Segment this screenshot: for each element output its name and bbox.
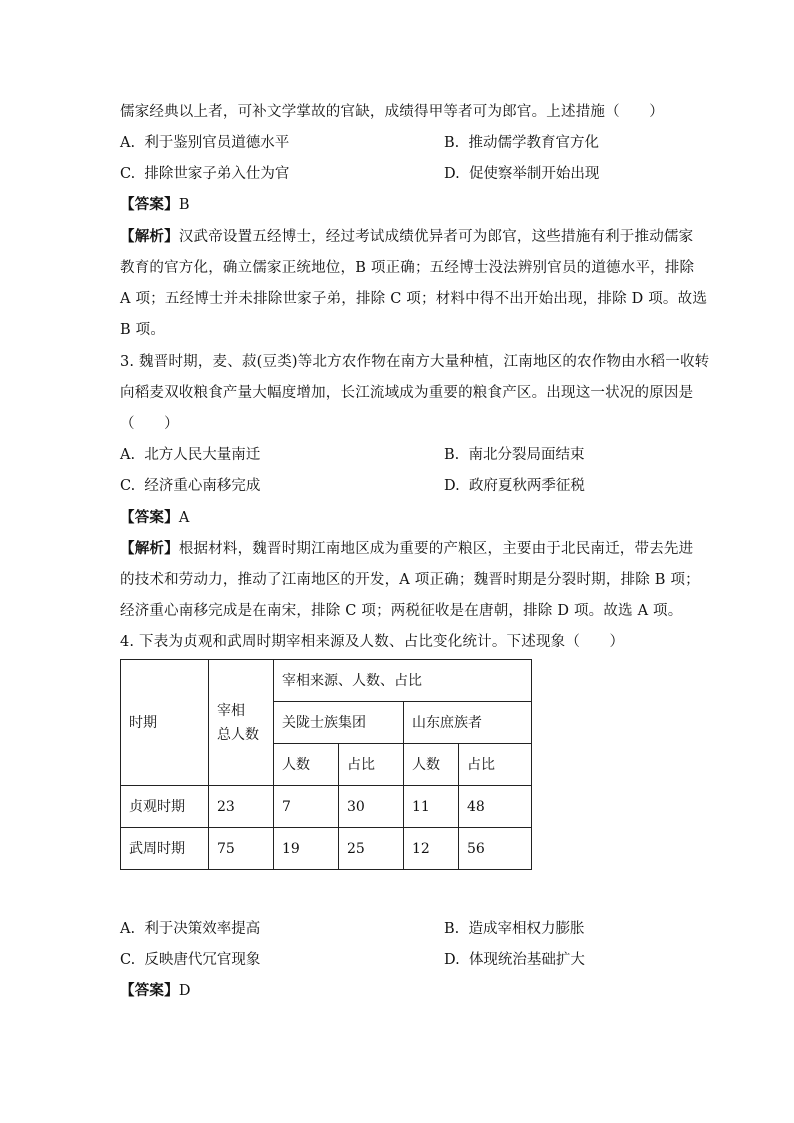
- q3-stem-line-3: （ ）: [120, 416, 179, 432]
- option-letter: D.: [444, 166, 460, 182]
- q2-analysis-line-2: 教育的官方化，确立儒家正统地位，B 项正确；五经博士没法辨别官员的道德水平，排除: [120, 260, 695, 276]
- statistics-table: [120, 659, 532, 870]
- q3-option-d: [444, 477, 585, 495]
- cell-a-count: 7: [274, 786, 339, 828]
- cell-b-count: 11: [404, 786, 459, 828]
- header-b-ratio: 占比: [459, 744, 532, 786]
- header-group: 宰相来源、人数、占比: [274, 660, 532, 702]
- option-letter: C.: [120, 952, 136, 968]
- q4-stem: 4. 下表为贞观和武周时期宰相来源及人数、占比变化统计。下述现象（ ）: [120, 634, 625, 650]
- header-a-ratio: 占比: [339, 744, 404, 786]
- q4-option-a: [120, 920, 260, 938]
- option-text: 南北分裂局面结束: [468, 447, 585, 463]
- answer-value: B: [178, 197, 190, 213]
- q3-analysis-line-1: [120, 540, 693, 558]
- q2-analysis-line-3: A 项；五经博士并未排除世家子弟，排除 C 项；材料中得不出开始出现，排除 D 项。故选: [120, 291, 708, 307]
- header-total-line-2: 总人数: [217, 726, 259, 743]
- analysis-label: 【解析】: [120, 540, 179, 557]
- cell-total: 23: [209, 786, 274, 828]
- option-letter: D.: [444, 478, 460, 494]
- answer-label: 【答案】: [120, 196, 179, 213]
- header-b-count: 人数: [404, 744, 459, 786]
- q2-option-d: [444, 165, 599, 183]
- q3-answer: [120, 509, 189, 527]
- option-letter: A.: [120, 921, 136, 937]
- table-row: [121, 828, 532, 870]
- option-letter: C.: [120, 166, 136, 182]
- option-letter: A.: [120, 447, 136, 463]
- option-letter: B.: [444, 447, 460, 463]
- option-text: 反映唐代冗官现象: [144, 952, 261, 968]
- header-sub-a: 关陇士族集团: [274, 702, 404, 744]
- q4-option-b: [444, 920, 584, 938]
- option-text: 体现统治基础扩大: [468, 952, 585, 968]
- header-sub-b: 山东庶族者: [404, 702, 532, 744]
- option-letter: B.: [444, 135, 460, 151]
- option-text: 经济重心南移完成: [144, 478, 261, 494]
- cell-period: 武周时期: [121, 828, 209, 870]
- option-letter: A.: [120, 135, 136, 151]
- q4-option-d: [444, 951, 585, 969]
- q2-option-a: [120, 134, 289, 152]
- cell-b-ratio: 56: [459, 828, 532, 870]
- answer-label: 【答案】: [120, 509, 179, 526]
- q3-option-a: [120, 446, 260, 464]
- q2-option-c: [120, 165, 289, 183]
- cell-total: 75: [209, 828, 274, 870]
- cell-a-count: 19: [274, 828, 339, 870]
- answer-label: 【答案】: [120, 982, 179, 999]
- option-text: 促使察举制开始出现: [468, 166, 600, 182]
- header-a-count: 人数: [274, 744, 339, 786]
- option-text: 政府夏秋两季征税: [468, 478, 585, 494]
- analysis-text: 根据材料，魏晋时期江南地区成为重要的产粮区，主要由于北民南迁，带去先进: [178, 541, 694, 557]
- q3-stem-line-2: 向稻麦双收粮食产量大幅度增加，长江流域成为重要的粮食产区。出现这一状况的原因是: [120, 385, 694, 401]
- table-row: [121, 786, 532, 828]
- option-letter: C.: [120, 478, 136, 494]
- q4-answer: [120, 982, 191, 1000]
- q3-analysis-line-2: 的技术和劳动力，推动了江南地区的开发，A 项正确；魏晋时期是分裂时期，排除 B 项；: [120, 572, 700, 588]
- header-total: [209, 660, 274, 786]
- analysis-text: 汉武帝设置五经博士，经过考试成绩优异者可为郎官，这些措施有利于推动儒家: [178, 229, 694, 245]
- cell-b-count: 12: [404, 828, 459, 870]
- header-total-line-1: 宰相: [217, 702, 245, 719]
- cell-a-ratio: 30: [339, 786, 404, 828]
- option-text: 利于决策效率提高: [144, 921, 261, 937]
- q3-stem-line-1: 3. 魏晋时期，麦、菽(豆类)等北方农作物在南方大量种植，江南地区的农作物由水稻一收转: [120, 354, 710, 370]
- q2-answer: [120, 196, 190, 214]
- q4-option-c: [120, 951, 260, 969]
- cell-a-ratio: 25: [339, 828, 404, 870]
- q2-analysis-line-4: B 项。: [120, 322, 166, 338]
- q3-option-b: [444, 446, 584, 464]
- cell-period: 贞观时期: [121, 786, 209, 828]
- option-text: 排除世家子弟入仕为官: [144, 166, 290, 182]
- analysis-label: 【解析】: [120, 228, 179, 245]
- option-letter: D.: [444, 952, 460, 968]
- answer-value: A: [178, 510, 190, 526]
- cell-b-ratio: 48: [459, 786, 532, 828]
- option-letter: B.: [444, 921, 460, 937]
- q2-stem: 儒家经典以上者，可补文学掌故的官缺，成绩得甲等者可为郎官。上述措施（ ）: [120, 104, 664, 120]
- option-text: 推动儒学教育官方化: [468, 135, 599, 151]
- header-period: 时期: [121, 660, 209, 786]
- option-text: 造成宰相权力膨胀: [468, 921, 585, 937]
- q3-analysis-line-3: 经济重心南移完成是在南宋，排除 C 项；两税征收是在唐朝，排除 D 项。故选 A 项。: [120, 603, 683, 619]
- q2-analysis-line-1: [120, 228, 693, 246]
- q2-option-b: [444, 134, 599, 152]
- q3-option-c: [120, 477, 260, 495]
- answer-value: D: [178, 983, 191, 999]
- option-text: 北方人民大量南迁: [144, 447, 261, 463]
- option-text: 利于鉴别官员道德水平: [144, 135, 290, 151]
